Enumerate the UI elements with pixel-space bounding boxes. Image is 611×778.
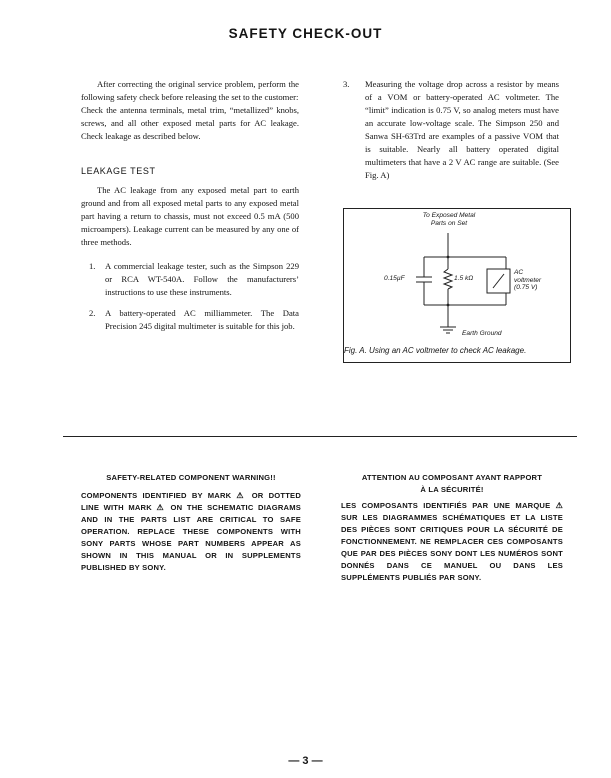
- method-item-1: [89, 260, 299, 299]
- method-text: A commercial leakage tester, such as the Simpson 229 or RCA WT-540A. Follow the manufacturers’ instructions to use these instruments.: [105, 261, 299, 297]
- leakage-test-heading: LEAKAGE TEST: [81, 166, 156, 176]
- intro-text: After correcting the original service problem, perform the following safety check before releasing the set to the customer:: [81, 79, 299, 102]
- voltmeter-label: AC voltmeter (0.75 V): [514, 269, 542, 291]
- warning-triangle-icon: ⚠: [236, 491, 247, 500]
- capacitor-label: 0.15µF: [384, 275, 405, 282]
- warning-body: LES COMPOSANTS IDENTIFIÉS PAR UNE MARQUE ⚠ SUR LES DIAGRAMMES SCHÉMATIQUES ET LA LISTE DES PIÈCES SONT CRITIQUES POUR LA SÉCURITÉ DE FONCTIONNEMENT. NE REMPLACER CES COMPOSANTS QUE PAR DES PIÈCES SONY DONT LES NUMÉROS SONT DONNÉS DANS CE MANUEL OU DANS LES SUPPLÉMENTS PUBLIÉS PAR SONY.: [341, 501, 563, 582]
- intro-paragraph: [81, 78, 299, 143]
- method-text: A battery-operated AC milliammeter. The Data Precision 245 digital multimeter is suitable for this job.: [105, 308, 299, 331]
- method-text: Measuring the voltage drop across a resistor by means of a VOM or battery-operated AC voltmeter. The “limit” indication is 0.75 V, so analog meters must have an accurate low-voltage scale. The Simpson 250 and Sanwa SH-63Trd are examples of a passive VOM that is suitable. Nearly all battery operated digital multimeters that have a 2 V AC range are suitable. (See Fig. A): [365, 79, 559, 180]
- figure-a-diagram: [343, 208, 571, 363]
- safety-warning-english: [81, 472, 301, 574]
- page-title: SAFETY CHECK-OUT: [228, 26, 383, 41]
- method-number: 3.: [343, 79, 350, 89]
- warning-title-line1: ATTENTION AU COMPOSANT AYANT RAPPORT: [361, 473, 543, 482]
- method-number: 2.: [89, 308, 96, 318]
- page-number: — 3 —: [288, 755, 323, 767]
- exposed-metal-label: To Exposed Metal Parts on Set: [422, 212, 476, 227]
- method-number: 1.: [89, 261, 96, 271]
- warning-body: COMPONENTS IDENTIFIED BY MARK ⚠ OR DOTTED LINE WITH MARK ⚠ ON THE SCHEMATIC DIAGRAMS AND IN THE PARTS LIST ARE CRITICAL TO SAFE OPERATION. REPLACE THESE COMPONENTS WITH SONY PARTS WHOSE PART NUMBERS APPEAR AS SHOWN IN THIS MANUAL OR IN SUPPLEMENTS PUBLISHED BY SONY.: [81, 491, 302, 572]
- warning-title-line2: À LA SÉCURITÉ!: [420, 485, 484, 494]
- figure-caption: Fig. A. Using an AC voltmeter to check AC leakage.: [344, 346, 527, 355]
- method-item-3: [343, 78, 559, 182]
- warning-triangle-icon: ⚠: [555, 501, 563, 510]
- leakage-paragraph: The AC leakage from any exposed metal part to earth ground and from all exposed metal parts to any exposed metal part having a return to chassis, must not exceed 0.5 mA (500 microampers). Leakage current can be measured by any one of three methods.: [81, 185, 299, 247]
- method-item-2: [89, 307, 299, 333]
- earth-ground-label: Earth Ground: [462, 330, 502, 337]
- warning-title: SAFETY-RELATED COMPONENT WARNING!!: [106, 473, 276, 482]
- safety-warning-french: [341, 472, 563, 584]
- section-divider: [63, 436, 577, 437]
- warning-triangle-icon: ⚠: [156, 503, 167, 512]
- resistor-label: 1.5 kΩ: [454, 275, 474, 282]
- check-text: Check the antenna terminals, metal trim, “metallized” knobs, screws, and all other exposed metal parts for AC leakage. Check leakage as described below.: [81, 105, 299, 141]
- methods-list-right: [343, 78, 559, 182]
- methods-list-left: [89, 260, 299, 333]
